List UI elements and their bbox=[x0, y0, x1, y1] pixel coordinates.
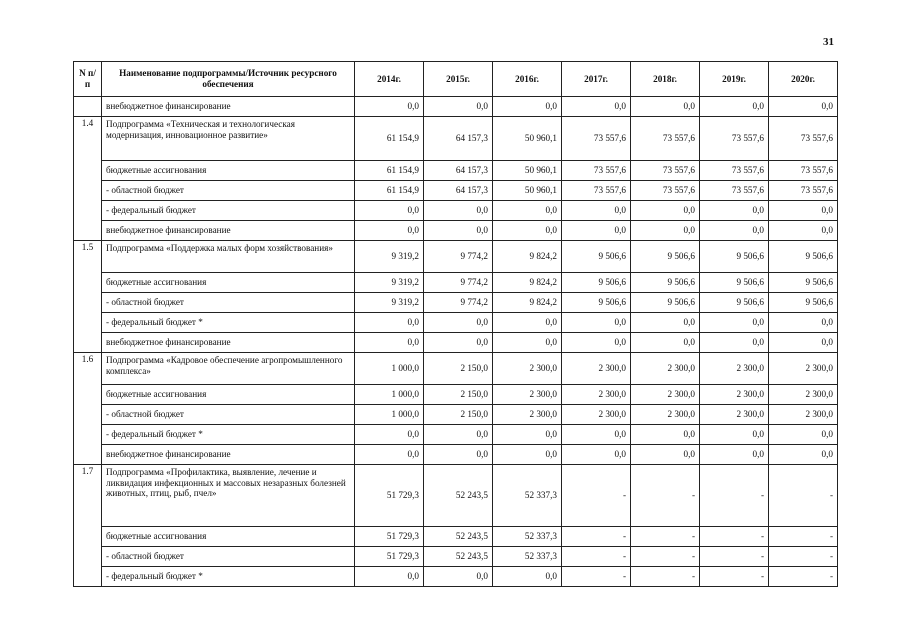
row-value: 0,0 bbox=[631, 333, 700, 353]
row-value: 50 960,1 bbox=[493, 161, 562, 181]
row-value: 0,0 bbox=[631, 97, 700, 117]
row-value: 0,0 bbox=[493, 201, 562, 221]
row-value: 0,0 bbox=[631, 201, 700, 221]
header-year: 2014г. bbox=[355, 62, 424, 97]
row-value: 9 506,6 bbox=[769, 293, 838, 313]
row-value: 9 506,6 bbox=[562, 241, 631, 273]
row-value: - bbox=[769, 465, 838, 527]
row-value: 0,0 bbox=[769, 313, 838, 333]
row-value: 2 150,0 bbox=[424, 405, 493, 425]
row-value: 0,0 bbox=[631, 445, 700, 465]
row-value: 0,0 bbox=[355, 445, 424, 465]
row-value: 9 319,2 bbox=[355, 293, 424, 313]
row-value: 9 506,6 bbox=[631, 273, 700, 293]
row-value: - bbox=[631, 465, 700, 527]
row-value: 0,0 bbox=[424, 313, 493, 333]
row-value: 2 300,0 bbox=[769, 385, 838, 405]
row-value: 0,0 bbox=[355, 201, 424, 221]
row-value: - bbox=[769, 547, 838, 567]
row-name: внебюджетное финансирование bbox=[102, 445, 355, 465]
table-row bbox=[74, 333, 838, 353]
row-value: 0,0 bbox=[562, 445, 631, 465]
row-name: внебюджетное финансирование bbox=[102, 97, 355, 117]
row-name: - федеральный бюджет bbox=[102, 201, 355, 221]
header-year: 2019г. bbox=[700, 62, 769, 97]
row-value: - bbox=[769, 527, 838, 547]
row-value: 73 557,6 bbox=[631, 161, 700, 181]
header-year: 2015г. bbox=[424, 62, 493, 97]
table-row bbox=[74, 97, 838, 117]
row-value: 0,0 bbox=[424, 333, 493, 353]
row-value: 0,0 bbox=[700, 333, 769, 353]
row-value: 52 337,3 bbox=[493, 547, 562, 567]
row-value: 0,0 bbox=[493, 425, 562, 445]
row-value: 0,0 bbox=[424, 445, 493, 465]
table-row bbox=[74, 445, 838, 465]
row-name: Подпрограмма «Профилактика, выявление, лечение и ликвидация инфекционных и массовых незаразных болезней животных, птиц, рыб, пчел» bbox=[102, 465, 355, 527]
row-value: 0,0 bbox=[355, 425, 424, 445]
row-value: 0,0 bbox=[355, 221, 424, 241]
row-value: 61 154,9 bbox=[355, 181, 424, 201]
row-value: 0,0 bbox=[769, 201, 838, 221]
row-value: 64 157,3 bbox=[424, 117, 493, 161]
table-row bbox=[74, 567, 838, 587]
row-value: - bbox=[631, 547, 700, 567]
row-value: 0,0 bbox=[424, 201, 493, 221]
budget-table bbox=[73, 61, 838, 587]
row-value: 73 557,6 bbox=[631, 117, 700, 161]
row-value: 9 506,6 bbox=[562, 273, 631, 293]
header-name: Наименование подпрограммы/Источник ресурсного обеспечения bbox=[102, 62, 355, 97]
row-value: 9 774,2 bbox=[424, 273, 493, 293]
row-value: 2 150,0 bbox=[424, 385, 493, 405]
row-value: 9 319,2 bbox=[355, 273, 424, 293]
row-value: 1 000,0 bbox=[355, 385, 424, 405]
row-name: - областной бюджет bbox=[102, 293, 355, 313]
row-value: - bbox=[631, 567, 700, 587]
table-row bbox=[74, 465, 838, 527]
row-value: - bbox=[562, 547, 631, 567]
row-value: 0,0 bbox=[700, 313, 769, 333]
row-value: 9 506,6 bbox=[700, 273, 769, 293]
table-row bbox=[74, 547, 838, 567]
row-value: 52 243,5 bbox=[424, 527, 493, 547]
row-name: внебюджетное финансирование bbox=[102, 221, 355, 241]
row-value: 0,0 bbox=[493, 97, 562, 117]
row-value: 9 774,2 bbox=[424, 241, 493, 273]
table-row bbox=[74, 117, 838, 161]
row-value: 0,0 bbox=[631, 221, 700, 241]
row-value: 73 557,6 bbox=[769, 117, 838, 161]
row-value: 2 300,0 bbox=[700, 385, 769, 405]
row-value: 2 300,0 bbox=[562, 405, 631, 425]
row-value: 9 506,6 bbox=[700, 241, 769, 273]
row-value: 50 960,1 bbox=[493, 181, 562, 201]
row-value: - bbox=[700, 465, 769, 527]
table-row bbox=[74, 241, 838, 273]
row-value: 73 557,6 bbox=[700, 181, 769, 201]
row-value: 1 000,0 bbox=[355, 353, 424, 385]
row-value: 2 300,0 bbox=[493, 353, 562, 385]
header-year: 2016г. bbox=[493, 62, 562, 97]
row-name: бюджетные ассигнования bbox=[102, 273, 355, 293]
row-name: Подпрограмма «Техническая и технологическая модернизация, инновационное развитие» bbox=[102, 117, 355, 161]
row-index: 1.7 bbox=[74, 465, 102, 587]
row-value: 0,0 bbox=[631, 425, 700, 445]
row-value: 9 319,2 bbox=[355, 241, 424, 273]
row-value: 0,0 bbox=[424, 221, 493, 241]
row-value: 2 300,0 bbox=[769, 405, 838, 425]
row-value: 0,0 bbox=[355, 313, 424, 333]
row-value: 0,0 bbox=[355, 567, 424, 587]
row-name: внебюджетное финансирование bbox=[102, 333, 355, 353]
table-row bbox=[74, 221, 838, 241]
row-value: 50 960,1 bbox=[493, 117, 562, 161]
row-value: 2 300,0 bbox=[700, 353, 769, 385]
row-value: 0,0 bbox=[769, 333, 838, 353]
row-name: бюджетные ассигнования bbox=[102, 161, 355, 181]
page-number: 31 bbox=[823, 36, 834, 48]
header-year: 2020г. bbox=[769, 62, 838, 97]
row-value: 2 300,0 bbox=[631, 385, 700, 405]
row-value: 0,0 bbox=[769, 221, 838, 241]
table-row bbox=[74, 425, 838, 445]
row-value: 9 774,2 bbox=[424, 293, 493, 313]
row-value: 73 557,6 bbox=[769, 181, 838, 201]
row-value: 73 557,6 bbox=[562, 181, 631, 201]
row-value: 0,0 bbox=[493, 567, 562, 587]
row-value: 0,0 bbox=[562, 97, 631, 117]
row-value: 2 300,0 bbox=[493, 405, 562, 425]
table-row bbox=[74, 201, 838, 221]
row-value: 51 729,3 bbox=[355, 547, 424, 567]
row-value: 0,0 bbox=[424, 425, 493, 445]
row-value: - bbox=[562, 567, 631, 587]
row-value: 52 337,3 bbox=[493, 465, 562, 527]
row-name: бюджетные ассигнования bbox=[102, 385, 355, 405]
table-header-row bbox=[74, 62, 838, 97]
table-row bbox=[74, 313, 838, 333]
row-value: 2 300,0 bbox=[769, 353, 838, 385]
row-name: - областной бюджет bbox=[102, 547, 355, 567]
table-row bbox=[74, 353, 838, 385]
table-row bbox=[74, 405, 838, 425]
row-name: - областной бюджет bbox=[102, 181, 355, 201]
row-value: 2 300,0 bbox=[493, 385, 562, 405]
table-row bbox=[74, 273, 838, 293]
row-value: 0,0 bbox=[700, 201, 769, 221]
row-value: 0,0 bbox=[355, 97, 424, 117]
row-value: 0,0 bbox=[700, 97, 769, 117]
row-value: 2 300,0 bbox=[562, 385, 631, 405]
row-value: 9 824,2 bbox=[493, 293, 562, 313]
row-value: 52 243,5 bbox=[424, 547, 493, 567]
row-index: 1.4 bbox=[74, 117, 102, 241]
table-row bbox=[74, 385, 838, 405]
row-value: 73 557,6 bbox=[769, 161, 838, 181]
row-value: 9 506,6 bbox=[631, 241, 700, 273]
row-value: - bbox=[700, 547, 769, 567]
table-row bbox=[74, 161, 838, 181]
row-value: 2 300,0 bbox=[631, 353, 700, 385]
row-value: 0,0 bbox=[424, 97, 493, 117]
header-year: 2018г. bbox=[631, 62, 700, 97]
row-value: - bbox=[631, 527, 700, 547]
row-value: 2 300,0 bbox=[631, 405, 700, 425]
row-value: 9 506,6 bbox=[700, 293, 769, 313]
row-value: 0,0 bbox=[562, 333, 631, 353]
row-value: 0,0 bbox=[493, 313, 562, 333]
row-name: - федеральный бюджет * bbox=[102, 313, 355, 333]
row-value: 2 300,0 bbox=[700, 405, 769, 425]
row-index: 1.6 bbox=[74, 353, 102, 465]
row-value: 0,0 bbox=[769, 445, 838, 465]
row-value: 73 557,6 bbox=[631, 181, 700, 201]
row-value: 0,0 bbox=[562, 425, 631, 445]
table-row bbox=[74, 181, 838, 201]
row-value: 9 506,6 bbox=[769, 273, 838, 293]
row-index bbox=[74, 97, 102, 117]
row-value: 73 557,6 bbox=[700, 117, 769, 161]
row-value: 0,0 bbox=[562, 313, 631, 333]
row-value: 52 337,3 bbox=[493, 527, 562, 547]
row-value: 64 157,3 bbox=[424, 181, 493, 201]
row-value: - bbox=[700, 527, 769, 547]
row-value: 0,0 bbox=[562, 221, 631, 241]
table-row bbox=[74, 293, 838, 313]
row-value: - bbox=[562, 465, 631, 527]
row-value: 0,0 bbox=[562, 201, 631, 221]
row-value: 0,0 bbox=[769, 97, 838, 117]
row-value: 0,0 bbox=[700, 445, 769, 465]
row-value: 0,0 bbox=[493, 445, 562, 465]
row-value: 0,0 bbox=[424, 567, 493, 587]
row-name: Подпрограмма «Кадровое обеспечение агропромышленного комплекса» bbox=[102, 353, 355, 385]
table-row bbox=[74, 527, 838, 547]
row-value: 9 506,6 bbox=[769, 241, 838, 273]
row-value: - bbox=[562, 527, 631, 547]
row-value: 51 729,3 bbox=[355, 465, 424, 527]
row-value: 0,0 bbox=[493, 221, 562, 241]
header-year: 2017г. bbox=[562, 62, 631, 97]
row-value: 73 557,6 bbox=[700, 161, 769, 181]
row-value: 73 557,6 bbox=[562, 161, 631, 181]
row-value: 1 000,0 bbox=[355, 405, 424, 425]
row-value: - bbox=[769, 567, 838, 587]
row-value: 0,0 bbox=[355, 333, 424, 353]
row-value: 2 300,0 bbox=[562, 353, 631, 385]
row-name: - федеральный бюджет * bbox=[102, 567, 355, 587]
row-value: 9 824,2 bbox=[493, 241, 562, 273]
header-index: N п/п bbox=[74, 62, 102, 97]
row-value: 51 729,3 bbox=[355, 527, 424, 547]
row-name: - областной бюджет bbox=[102, 405, 355, 425]
row-name: бюджетные ассигнования bbox=[102, 527, 355, 547]
row-value: 9 506,6 bbox=[631, 293, 700, 313]
row-index: 1.5 bbox=[74, 241, 102, 353]
row-value: - bbox=[700, 567, 769, 587]
row-value: 2 150,0 bbox=[424, 353, 493, 385]
row-value: 73 557,6 bbox=[562, 117, 631, 161]
row-name: - федеральный бюджет * bbox=[102, 425, 355, 445]
row-value: 0,0 bbox=[700, 425, 769, 445]
row-value: 61 154,9 bbox=[355, 117, 424, 161]
row-value: 0,0 bbox=[493, 333, 562, 353]
row-value: 0,0 bbox=[700, 221, 769, 241]
row-value: 9 506,6 bbox=[562, 293, 631, 313]
row-value: 0,0 bbox=[631, 313, 700, 333]
row-value: 61 154,9 bbox=[355, 161, 424, 181]
row-value: 0,0 bbox=[769, 425, 838, 445]
row-value: 64 157,3 bbox=[424, 161, 493, 181]
row-value: 52 243,5 bbox=[424, 465, 493, 527]
row-value: 9 824,2 bbox=[493, 273, 562, 293]
row-name: Подпрограмма «Поддержка малых форм хозяйствования» bbox=[102, 241, 355, 273]
